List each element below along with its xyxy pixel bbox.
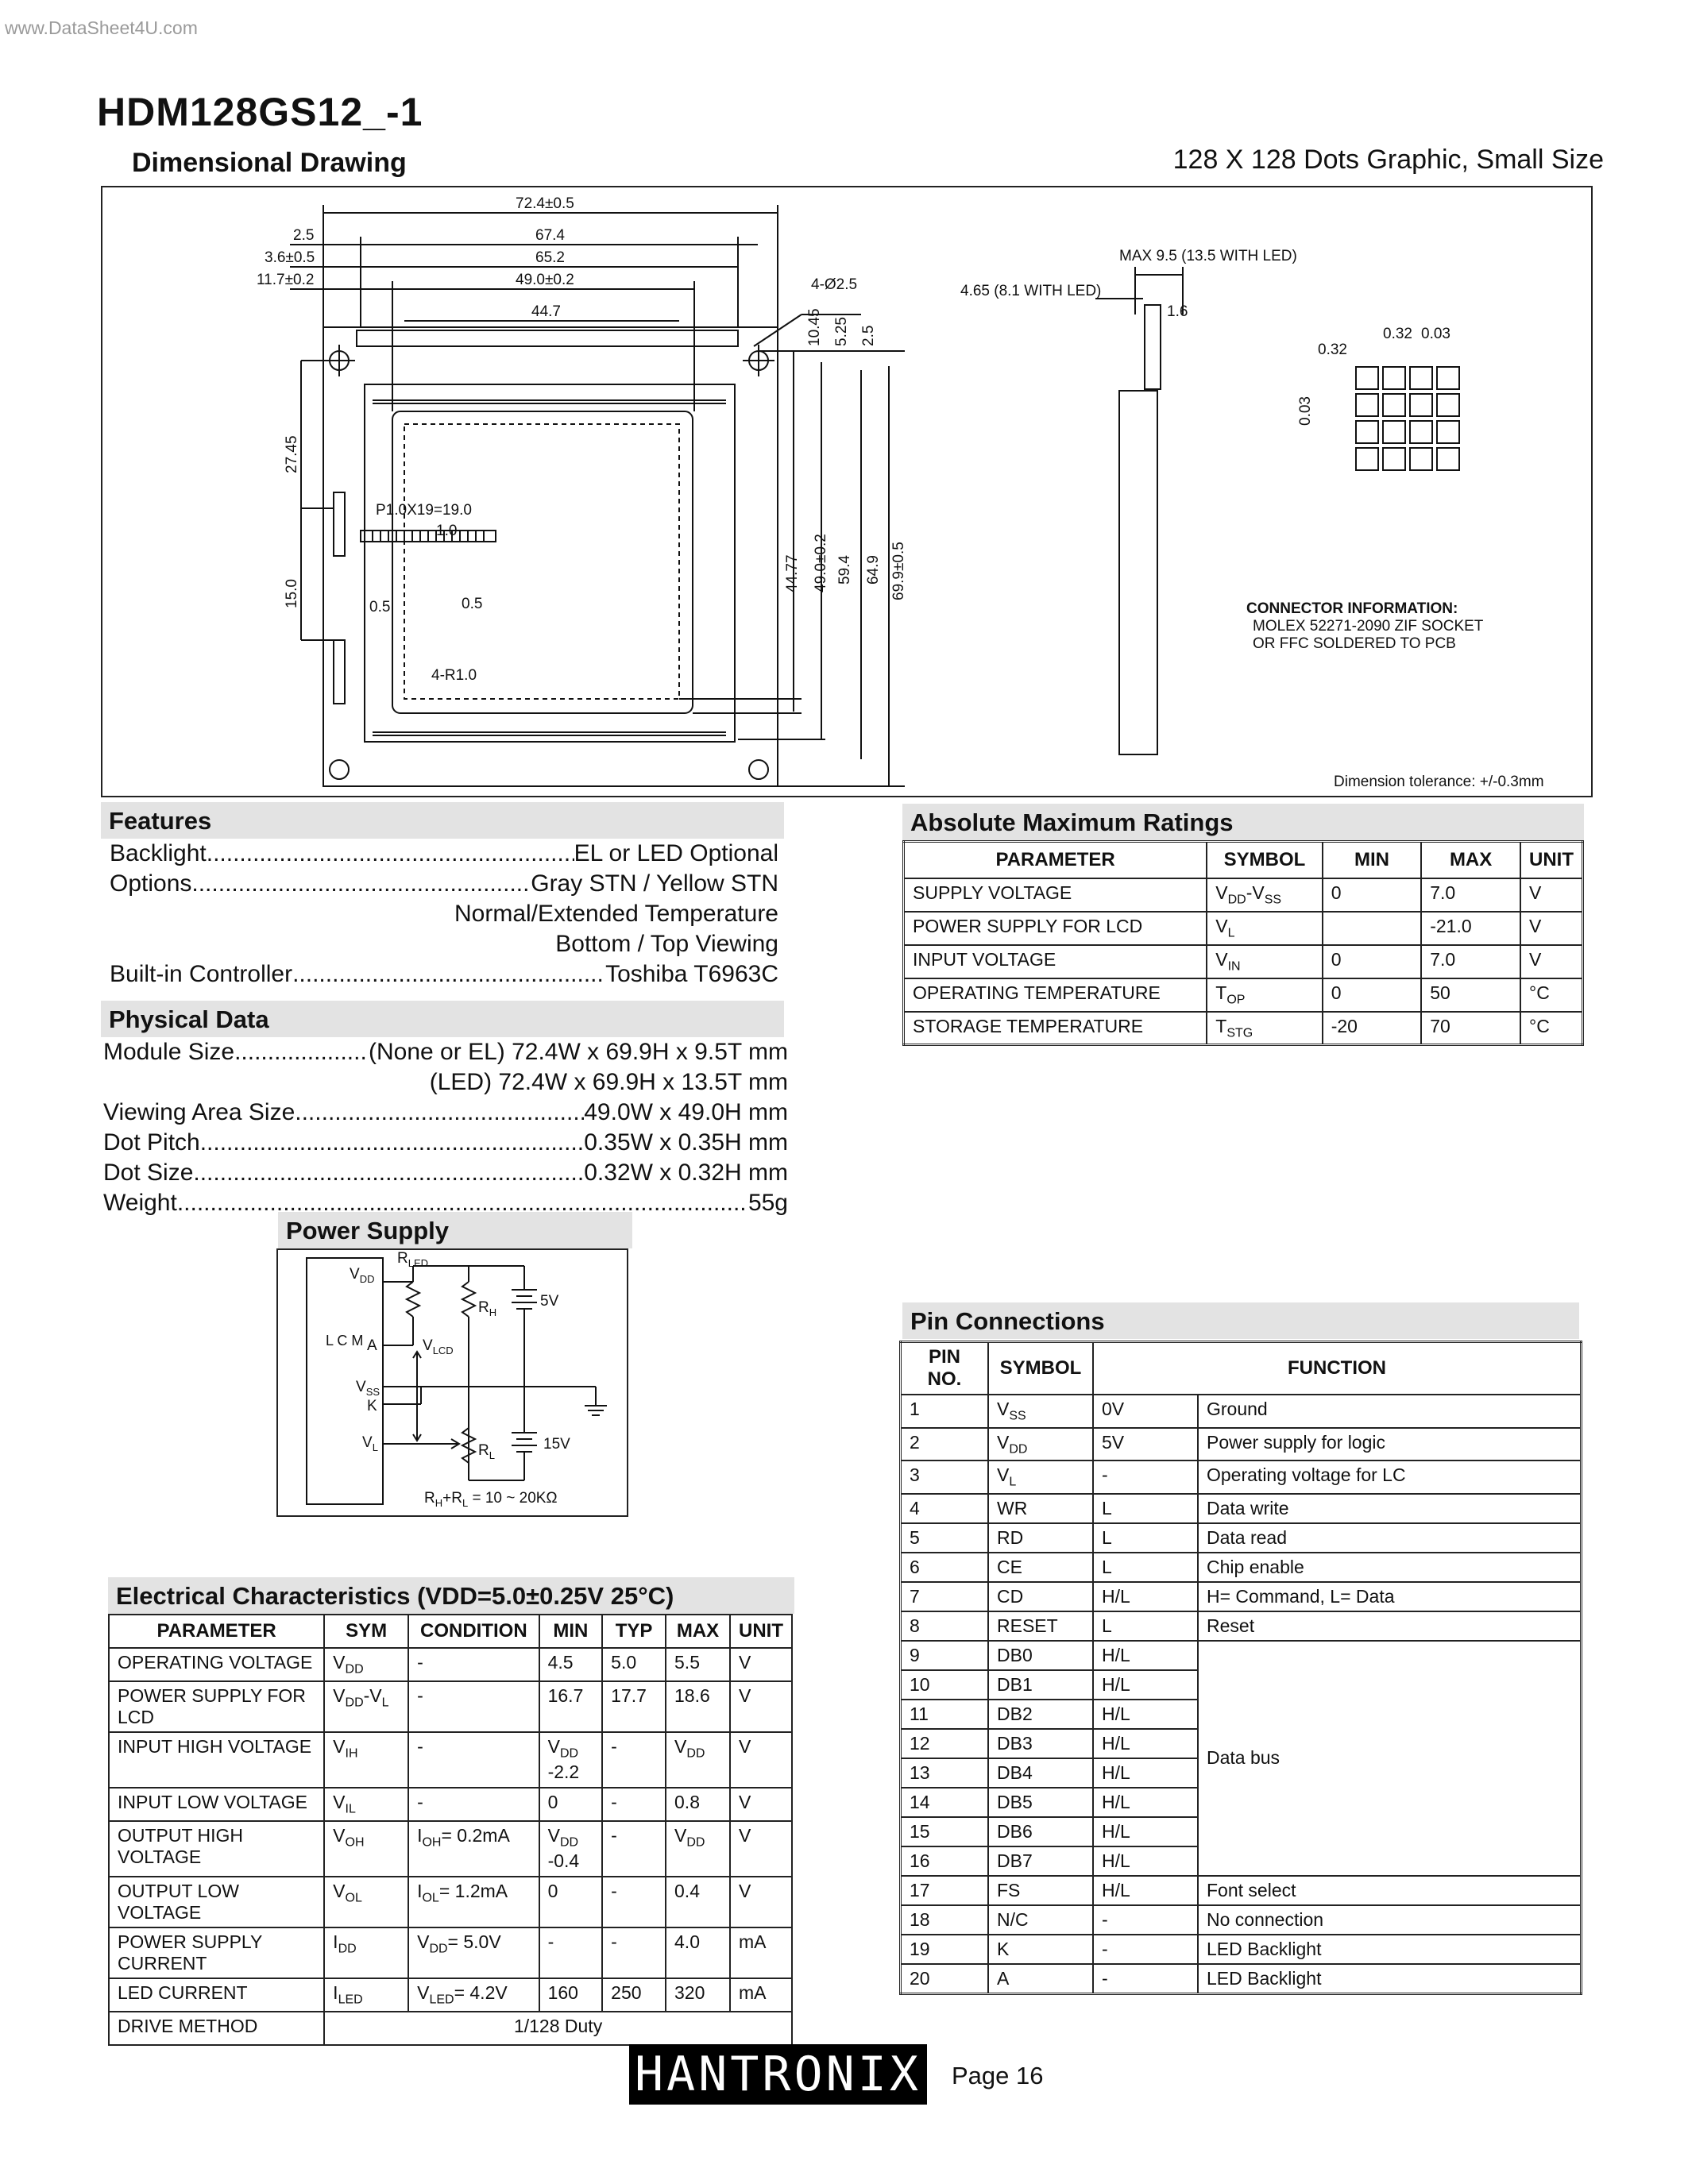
amr-col-parameter: PARAMETER — [904, 842, 1207, 878]
label-lcm: L C M — [326, 1333, 364, 1349]
dim-dot-032b: 0.32 — [1383, 326, 1412, 342]
mount-hole-br — [749, 760, 768, 779]
table-row: 9 DB0 H/L Data bus — [901, 1641, 1582, 1670]
table-row: POWER SUPPLY FOR LCD $V_{DD}-V_L$ - 16.7 17.7 18.6 V — [109, 1681, 792, 1732]
product-tagline: 128 X 128 Dots Graphic, Small Size — [1172, 145, 1604, 175]
pin-connections-table — [899, 1341, 1582, 1995]
dim-65-2: 65.2 — [535, 249, 565, 266]
table-row: 19 K - LED Backlight — [901, 1935, 1582, 1964]
document-title: HDM128GS12_-1 — [97, 90, 423, 134]
features-list — [110, 839, 778, 990]
dim-59-4: 59.4 — [836, 555, 853, 585]
feature-options: Options ..... Gray STN / Yellow STN — [110, 869, 778, 899]
power-supply-schematic — [276, 1248, 628, 1517]
dim-27-45: 27.45 — [284, 435, 300, 473]
electrical-table — [108, 1614, 793, 2046]
physical-data-list — [103, 1037, 788, 1218]
table-row: 5 RD L Data read — [901, 1523, 1582, 1553]
label-rled: $R_{LED}$ — [397, 1250, 429, 1269]
table-row: INPUT HIGH VOLTAGE $V_{IH}$ - $V_{DD}$ -2.2 - $V_{DD}$ V — [109, 1732, 792, 1788]
dim-67-4: 67.4 — [535, 227, 565, 244]
table-row: 10 DB1 H/L — [901, 1670, 1582, 1700]
table-row: SUPPLY VOLTAGE $V_{DD}-V_{SS}$ 0 7.0 V — [904, 878, 1583, 912]
hantronix-logo: HANTRONIX — [629, 2044, 927, 2105]
dim-72-4: 72.4±0.5 — [516, 195, 574, 212]
dim-3-6: 3.6±0.5 — [265, 249, 315, 266]
electrical-header-row: PARAMETER SYM CONDITION MIN TYP MAX UNIT — [109, 1615, 792, 1648]
physical-module-size-led: (LED) 72.4W x 69.9H x 13.5T mm — [429, 1069, 788, 1095]
label-k: K — [367, 1398, 377, 1414]
table-row: 6 CE L Chip enable — [901, 1553, 1582, 1582]
dim-0-5-a: 0.5 — [369, 599, 391, 615]
dim-44-7: 44.7 — [531, 303, 561, 320]
table-row: POWER SUPPLY CURRENT $I_{DD}$ $V_{DD}= 5.0V$ - - 4.0 mA — [109, 1927, 792, 1978]
table-row: POWER SUPPLY FOR LCD $V_L$ -21.0 V — [904, 912, 1583, 945]
table-row: INPUT VOLTAGE $V_{IN}$ 0 7.0 V — [904, 945, 1583, 978]
amr-col-max: MAX — [1421, 842, 1520, 878]
table-row: 16 DB7 H/L — [901, 1846, 1582, 1876]
feature-backlight: Backlight ..... EL or LED Optional — [110, 839, 778, 869]
lcm-block — [307, 1258, 383, 1504]
table-row: OUTPUT HIGH VOLTAGE $V_{OH}$ $I_{OH}= 0.2mA$ $V_{DD}$ -0.4 - $V_{DD}$ V — [109, 1821, 792, 1877]
table-row: OUTPUT LOW VOLTAGE $V_{OL}$ $I_{OL}= 1.2mA$ 0 - 0.4 V — [109, 1877, 792, 1927]
features-heading: Features — [101, 802, 784, 839]
dim-2-5-v: 2.5 — [860, 325, 877, 346]
label-resistance-range: $R_H+R_L = 10$ ~ 20KΩ — [424, 1490, 558, 1509]
dim-0-5-b: 0.5 — [462, 596, 483, 612]
amr-heading: Absolute Maximum Ratings — [902, 804, 1584, 840]
dim-1-0: 1.0 — [436, 523, 458, 539]
dimension-tolerance: Dimension tolerance: +/-0.3mm — [1334, 774, 1544, 790]
mount-hole-bl — [330, 760, 349, 779]
dim-44-77: 44.77 — [784, 554, 801, 592]
dim-radius: 4-R1.0 — [431, 667, 477, 684]
dim-2-5: 2.5 — [293, 227, 315, 244]
pins-header-row: PIN NO. SYMBOL FUNCTION — [901, 1342, 1582, 1395]
dim-1-6: 1.6 — [1167, 303, 1188, 320]
label-rh: $R_H$ — [478, 1299, 497, 1318]
label-15v: 15V — [543, 1436, 570, 1453]
power-supply-circuit — [278, 1250, 627, 1515]
connector-info-title: CONNECTOR INFORMATION: — [1246, 600, 1458, 617]
physical-weight: Weight ..... 55g — [103, 1188, 788, 1218]
resistor-rh — [462, 1282, 475, 1317]
table-row: 8 RESET L Reset — [901, 1611, 1582, 1641]
table-row: 2 $V_{DD}$ 5V Power supply for logic — [901, 1428, 1582, 1461]
table-row-drive-method: DRIVE METHOD 1/128 Duty — [109, 2012, 792, 2045]
dim-10-45: 10.45 — [806, 308, 823, 346]
amr-col-symbol: SYMBOL — [1207, 842, 1322, 878]
dim-5-25: 5.25 — [833, 317, 850, 346]
dim-69-9: 69.9±0.5 — [890, 542, 907, 600]
feature-controller: Built-in Controller ..... Toshiba T6963C — [110, 959, 778, 990]
watermark: www.DataSheet4U.com — [5, 17, 198, 38]
table-row: 15 DB6 H/L — [901, 1817, 1582, 1846]
table-row: 4 WR L Data write — [901, 1494, 1582, 1523]
table-row: 1 $V_{SS}$ 0V Ground — [901, 1395, 1582, 1428]
table-row: STORAGE TEMPERATURE $T_{STG}$ -20 70 °C — [904, 1012, 1583, 1045]
top-tab — [357, 330, 738, 346]
table-row: 3 $V_L$ - Operating voltage for LC — [901, 1461, 1582, 1494]
table-row: 17 FS H/L Font select — [901, 1876, 1582, 1905]
table-row: INPUT LOW VOLTAGE $V_{IL}$ - 0 - 0.8 V — [109, 1788, 792, 1821]
amr-col-min: MIN — [1323, 842, 1422, 878]
dim-dot-003b: 0.03 — [1297, 396, 1314, 426]
label-a: A — [367, 1337, 377, 1354]
connector-info-line1: MOLEX 52271-2090 ZIF SOCKET — [1253, 618, 1484, 635]
side-view-body — [1119, 391, 1157, 754]
feature-options-line2: Normal/Extended Temperature — [454, 901, 778, 927]
physical-dot-size: Dot Size ..... 0.32W x 0.32H mm — [103, 1158, 788, 1188]
dim-hole: 4-Ø2.5 — [811, 276, 858, 293]
table-row: 7 CD H/L H= Command, L= Data — [901, 1582, 1582, 1611]
label-rl: $R_L$ — [478, 1442, 495, 1461]
physical-dot-pitch: Dot Pitch ..... 0.35W x 0.35H mm — [103, 1128, 788, 1158]
amr-header-row — [904, 842, 1583, 878]
physical-module-size: Module Size ..... (None or EL) 72.4W x 69.9H x 9.5T mm — [103, 1037, 788, 1067]
active-area — [404, 424, 679, 699]
electrical-heading: Electrical Characteristics (VDD=5.0±0.25V 25°C) — [108, 1577, 794, 1614]
dim-pitch: P1.0X19=19.0 — [376, 502, 472, 519]
table-row: 18 N/C - No connection — [901, 1905, 1582, 1935]
resistor-rled — [407, 1282, 419, 1317]
dimensional-drawing — [102, 187, 1591, 796]
table-row: 14 DB5 H/L — [901, 1788, 1582, 1817]
data-bus-cell: Data bus — [1198, 1641, 1582, 1876]
connector-info-line2: OR FFC SOLDERED TO PCB — [1253, 635, 1456, 652]
amr-col-unit: UNIT — [1520, 842, 1583, 878]
dimensional-drawing-frame — [101, 186, 1593, 797]
dim-dot-032a: 0.32 — [1318, 341, 1347, 358]
label-vl: $V_L$ — [362, 1434, 378, 1453]
label-vss: $V_{SS}$ — [356, 1379, 380, 1398]
page-number: Page 16 — [952, 2062, 1044, 2089]
dim-15-0: 15.0 — [284, 579, 300, 608]
table-row: OPERATING VOLTAGE $V_{DD}$ - 4.5 5.0 5.5 V — [109, 1648, 792, 1681]
module-outline — [323, 327, 778, 786]
table-row: 13 DB4 H/L — [901, 1758, 1582, 1788]
label-vlcd: $V_{LCD}$ — [423, 1337, 454, 1356]
dim-max-thickness: MAX 9.5 (13.5 WITH LED) — [1119, 248, 1297, 264]
feature-options-line3: Bottom / Top Viewing — [555, 931, 778, 957]
table-row: 20 A - LED Backlight — [901, 1964, 1582, 1994]
pin-connections-heading: Pin Connections — [902, 1302, 1579, 1339]
dim-64-9: 64.9 — [865, 555, 882, 585]
physical-data-heading: Physical Data — [101, 1001, 784, 1037]
dim-dot-003a: 0.03 — [1421, 326, 1450, 342]
dim-49-0-v: 49.0±0.2 — [813, 534, 829, 592]
dim-4-65: 4.65 (8.1 WITH LED) — [960, 283, 1102, 299]
table-row: 12 DB3 H/L — [901, 1729, 1582, 1758]
power-supply-heading: Power Supply — [278, 1212, 632, 1248]
label-5v: 5V — [540, 1293, 559, 1310]
label-vdd: $V_{DD}$ — [350, 1266, 375, 1285]
table-row: OPERATING TEMPERATURE $T_{OP}$ 0 50 °C — [904, 978, 1583, 1012]
amr-table — [902, 840, 1584, 1046]
physical-viewing-area: Viewing Area Size ..... 49.0W x 49.0H mm — [103, 1098, 788, 1128]
dim-11-7: 11.7±0.2 — [257, 272, 315, 288]
table-row: 11 DB2 H/L — [901, 1700, 1582, 1729]
table-row: LED CURRENT $I_{LED}$ $V_{LED}= 4.2V$ 160 250 320 mA — [109, 1978, 792, 2012]
dimensional-drawing-heading: Dimensional Drawing — [132, 148, 407, 178]
dim-49-0: 49.0±0.2 — [516, 272, 574, 288]
